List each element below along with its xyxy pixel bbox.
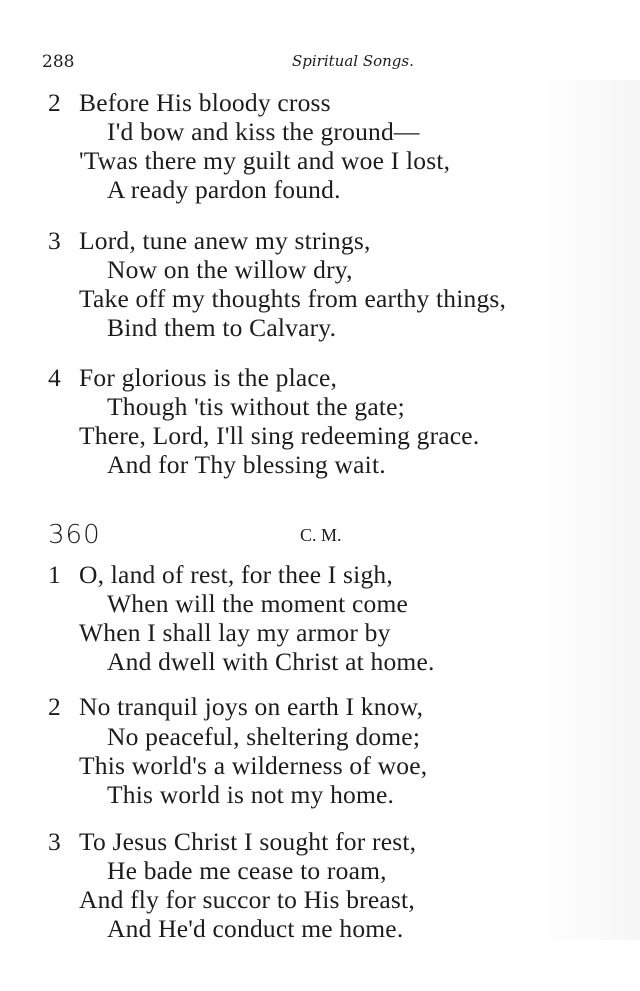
verse-line: When will the moment come xyxy=(107,589,409,618)
stanza-number: 1 xyxy=(48,560,61,589)
running-title: Spiritual Songs. xyxy=(292,52,414,70)
stanza-number: 4 xyxy=(48,363,61,392)
verse-line: No peaceful, sheltering dome; xyxy=(107,722,421,751)
verse-line: O, land of rest, for thee I sigh, xyxy=(79,560,393,589)
verse-line: Lord, tune anew my strings, xyxy=(79,226,371,255)
verse-line: A ready pardon found. xyxy=(107,175,341,204)
verse-line: Bind them to Calvary. xyxy=(107,313,337,342)
verse-line: And He'd conduct me home. xyxy=(107,914,404,943)
verse-line: No tranquil joys on earth I know, xyxy=(79,692,424,721)
verse-line: Though 'tis without the gate; xyxy=(107,392,405,421)
stanza-number: 3 xyxy=(48,827,61,856)
hymn-number: 360 xyxy=(48,520,101,550)
verse-line: Now on the willow dry, xyxy=(107,255,353,284)
verse-line: For glorious is the place, xyxy=(79,363,338,392)
verse-line: He bade me cease to roam, xyxy=(107,856,387,885)
stanza-number: 2 xyxy=(48,88,61,117)
hymn-meter: C. M. xyxy=(300,525,342,545)
verse-line: This world is not my home. xyxy=(107,780,395,809)
page-number: 288 xyxy=(42,52,75,72)
verse-line: And dwell with Christ at home. xyxy=(107,647,435,676)
stanza-number: 2 xyxy=(48,692,61,721)
verse-line: To Jesus Christ I sought for rest, xyxy=(79,827,417,856)
page-header xyxy=(42,52,602,76)
verse-line: And for Thy blessing wait. xyxy=(107,450,386,479)
verse-line: Take off my thoughts from earthy things, xyxy=(79,284,507,313)
verse-line: And fly for succor to His breast, xyxy=(79,885,415,914)
verse-line: This world's a wilderness of woe, xyxy=(79,751,428,780)
verse-line: Before His bloody cross xyxy=(79,88,331,117)
verse-line: There, Lord, I'll sing redeeming grace. xyxy=(79,421,480,450)
page-show-through xyxy=(530,80,640,940)
stanza-number: 3 xyxy=(48,226,61,255)
verse-line: I'd bow and kiss the ground— xyxy=(107,117,420,146)
verse-line: When I shall lay my armor by xyxy=(79,618,391,647)
verse-line: 'Twas there my guilt and woe I lost, xyxy=(79,146,451,175)
